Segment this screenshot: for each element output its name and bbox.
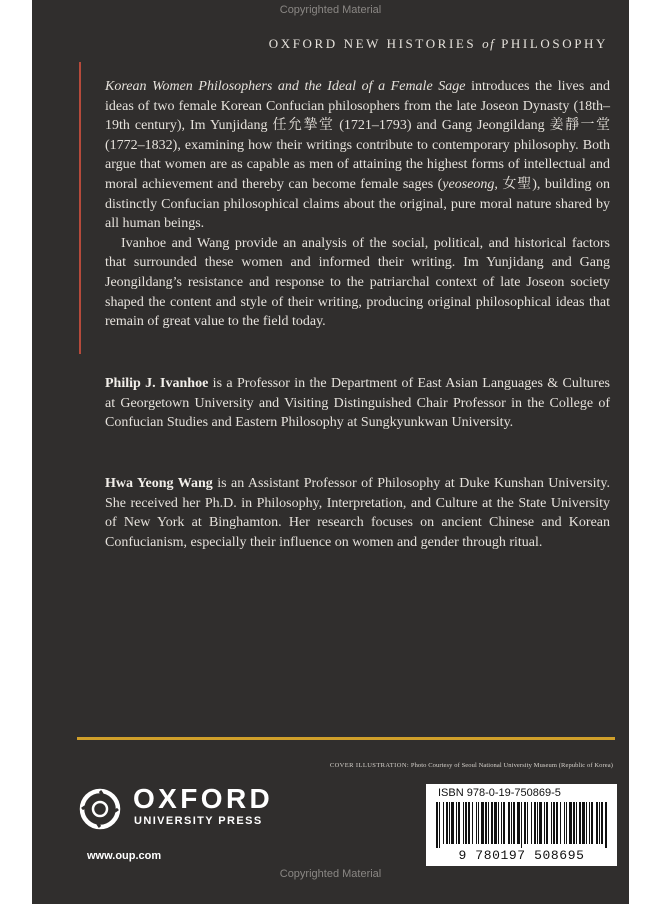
barcode-bar <box>513 802 515 844</box>
barcode-bar <box>501 802 502 844</box>
barcode-bar <box>485 802 487 844</box>
barcode-bar <box>472 802 473 844</box>
barcode-bar <box>582 802 585 844</box>
barcode-bar <box>586 802 587 844</box>
barcode-bar <box>553 802 555 844</box>
oxford-logo-icon <box>78 787 122 831</box>
barcode-bar <box>564 802 565 844</box>
description-paragraph-1 <box>105 77 610 234</box>
barcode-bar <box>436 802 438 848</box>
book-back-cover <box>32 0 629 904</box>
barcode-bar <box>468 802 470 844</box>
barcode-bar <box>503 802 505 844</box>
series-title-part1: OXFORD NEW HISTORIES <box>268 36 477 51</box>
barcode-bar <box>463 802 464 844</box>
barcode-bar <box>601 802 603 844</box>
barcode-bar <box>517 802 520 844</box>
barcode-bar <box>579 802 581 844</box>
credit-text: Photo Courtesy of Seoul National University Museum (Republic of Korea) <box>409 762 613 769</box>
description-text-b: 女聖), building on distinctly Confucian philosophical claims about the original, pure moral nature shared by all human beings. <box>105 176 610 232</box>
barcode-bar <box>551 802 552 844</box>
isbn-digits: 9 780197 508695 <box>458 848 585 863</box>
barcode-bar <box>560 802 561 844</box>
accent-gold-rule <box>77 737 615 740</box>
barcode-bar <box>534 802 536 844</box>
series-title-part3: PHILOSOPHY <box>501 36 608 51</box>
barcode-bar <box>573 802 575 844</box>
barcode-bar <box>527 802 528 844</box>
publisher-name: OXFORD <box>133 783 274 814</box>
barcode-bar <box>443 802 444 844</box>
barcode-bar <box>537 802 538 844</box>
barcode-bar <box>451 802 454 844</box>
barcode-bar <box>576 802 577 844</box>
barcode-bar <box>476 802 477 844</box>
author-bio-2 <box>105 474 610 553</box>
series-title <box>269 36 608 52</box>
barcode-bar <box>508 802 510 844</box>
isbn-barcode-block <box>426 784 617 866</box>
barcode-bar <box>596 802 598 844</box>
barcode-bar <box>456 802 457 844</box>
barcode-bar <box>494 802 497 844</box>
description-paragraph-2: Ivanhoe and Wang provide an analysis of the social, political, and historical factors that surrounded these women and informed their writing. Im Yunjidang and Gang Jeongildang’s resistance and response to the patriarchal context of late Joseon society shaped the content and style of their writing, producing original philosophical ideas that remain of great value to the field today. <box>105 235 610 330</box>
accent-red-rule <box>79 62 81 354</box>
barcode-bar <box>539 802 542 844</box>
author-bio-text-1: is a Professor in the Department of East Asian Languages & Cultures at Georgetown University and Visiting Distinguished Chair Professor in the College of Confucian Studies and Eastern Philosophy at Sungkyunkwan University. <box>105 376 611 431</box>
barcode-bar <box>498 802 499 844</box>
barcode-bar <box>531 802 532 844</box>
series-title-part2: of <box>482 36 496 51</box>
barcode-bar <box>599 802 600 844</box>
publisher-website: www.oup.com <box>87 850 162 862</box>
barcode-icon <box>436 802 607 848</box>
cover-illustration-credit <box>330 762 613 769</box>
book-description <box>105 77 610 332</box>
barcode-bar <box>546 802 548 844</box>
book-title: Korean Women Philosophers and the Ideal of a Female Sage <box>105 79 466 94</box>
barcode-bar <box>544 802 545 844</box>
barcode-bar <box>446 802 448 844</box>
barcode-bar <box>589 802 590 844</box>
barcode-bar <box>488 802 489 844</box>
barcode-bar <box>566 802 567 844</box>
barcode-bar <box>481 802 484 844</box>
publisher-subtitle: UNIVERSITY PRESS <box>134 815 263 827</box>
barcode-bar <box>605 802 607 848</box>
barcode-bar <box>569 802 572 844</box>
barcode-bar <box>439 802 440 848</box>
barcode-bar <box>591 802 593 844</box>
barcode-bar <box>491 802 493 844</box>
isbn-label: ISBN 978-0-19-750869-5 <box>438 787 561 799</box>
description-term: yeoseong, <box>442 176 498 192</box>
author-name-1: Philip J. Ivanhoe <box>105 376 209 391</box>
barcode-bar <box>511 802 512 844</box>
copyright-watermark-bottom: Copyrighted Material <box>279 868 382 880</box>
barcode-bar <box>465 802 467 844</box>
copyright-watermark-top: Copyrighted Material <box>279 4 382 16</box>
barcode-bar <box>556 802 558 844</box>
barcode-bar <box>449 802 450 844</box>
author-bio-1 <box>105 374 610 433</box>
author-name-2: Hwa Yeong Wang <box>105 476 213 491</box>
credit-label: COVER ILLUSTRATION: <box>329 762 410 769</box>
barcode-bar <box>521 802 522 848</box>
barcode-bar <box>524 802 526 844</box>
barcode-bar <box>478 802 479 844</box>
author-bio-text-2: is an Assistant Professor of Philosophy at Duke Kunshan University. She received her Ph.D. in Philosophy, Interpretation, and Culture at the State University of New York at Binghamton. Her research focuses on ancient Chinese and Korean Confucianism, especially their influence on women and gender through ritual. <box>105 476 610 551</box>
description-text-a: introduces the lives and ideas of two female Korean Confucian philosophers from the late Joseon Dynasty (18th–19th century), Im Yunjidang 任允摯堂 (1721–1793) and Gang Jeongildang 姜靜一堂 (1772–1832), examining how their writings contribute to contemporary philosophy. Both argue that women are as capable as men of attaining the highest forms of intellectual and moral achievement and thereby can become female sages ( <box>105 79 611 192</box>
barcode-bar <box>458 802 460 844</box>
